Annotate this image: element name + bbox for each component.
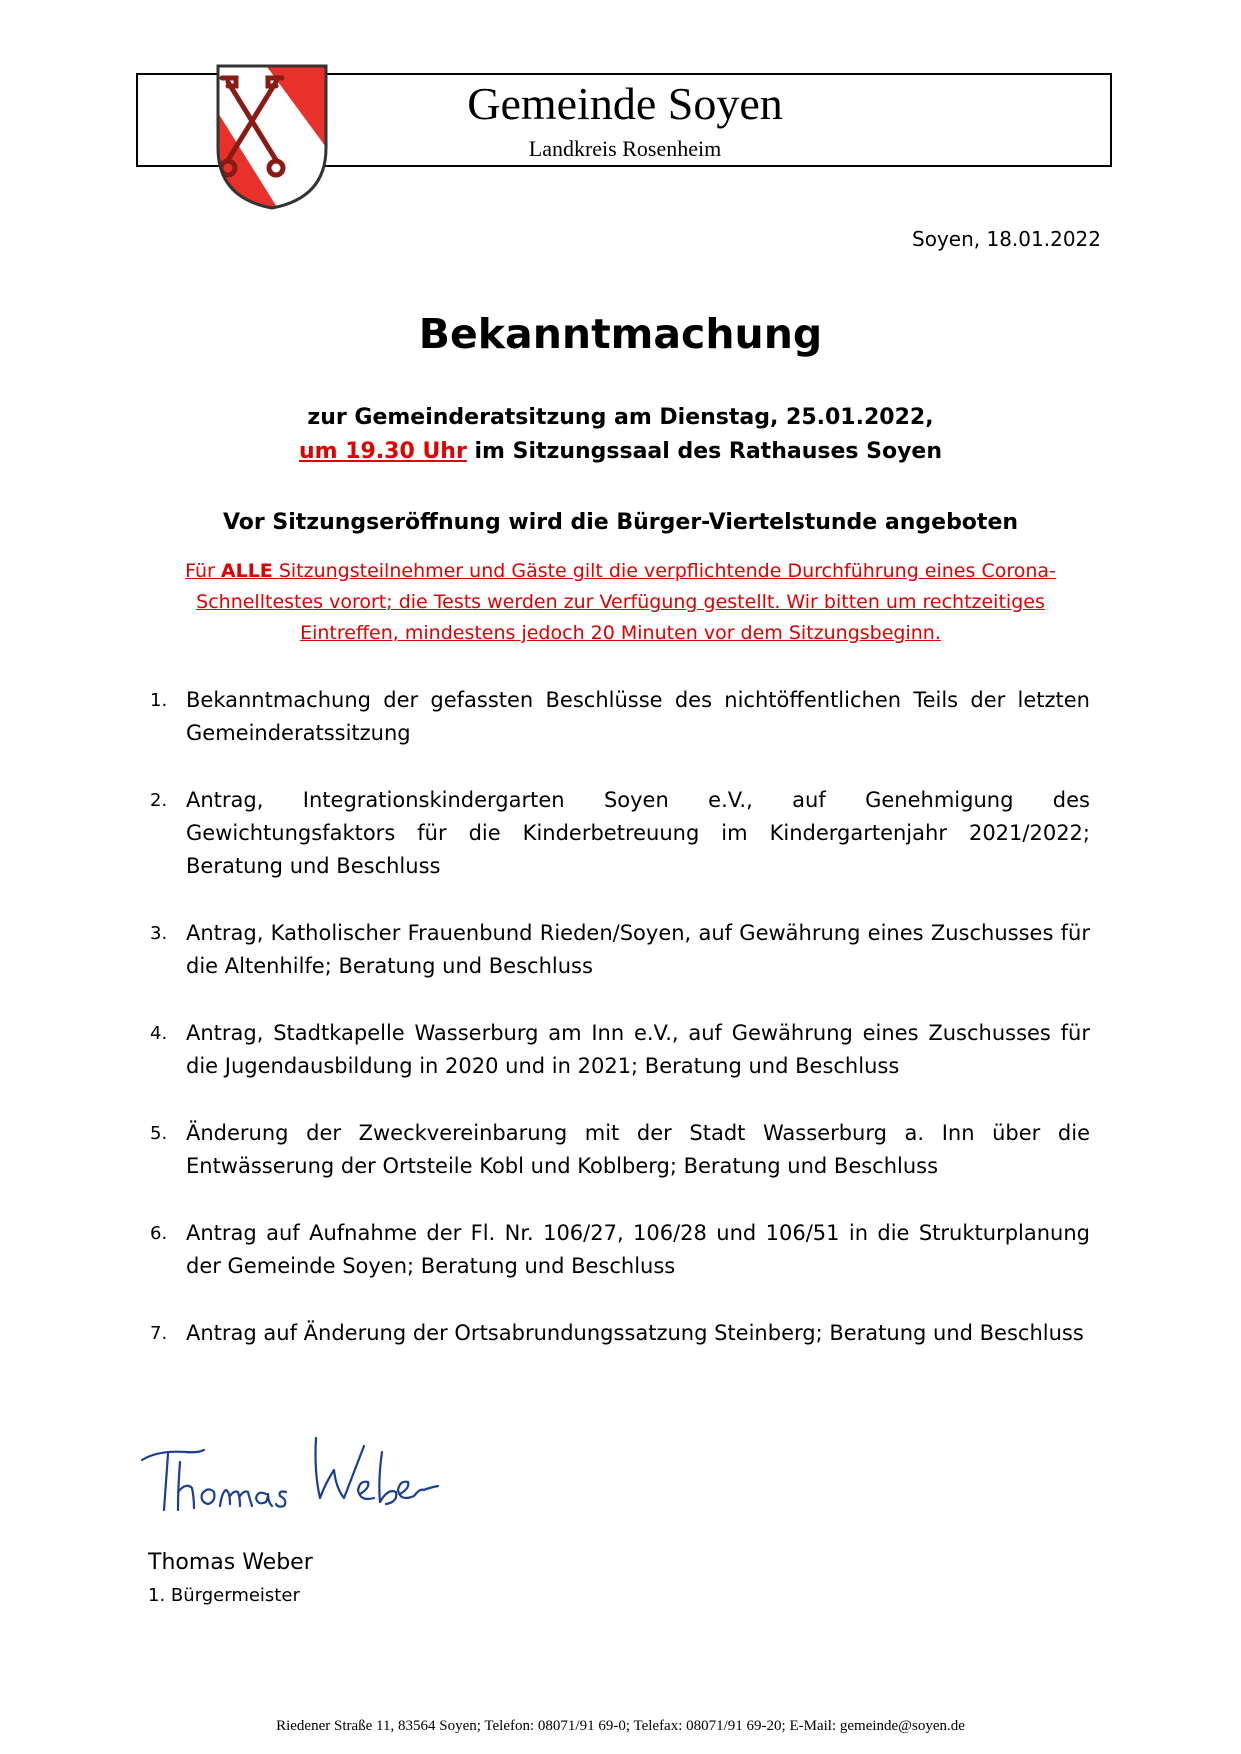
handwritten-signature — [138, 1432, 478, 1522]
meeting-line: zur Gemeinderatsitzung am Dienstag, 25.01.2022, — [307, 405, 934, 430]
notice-line-1: Sitzungsteilnehmer und Gäste gilt die verpflichtende Durchführung eines Corona- — [272, 560, 1056, 582]
agenda-item — [150, 684, 1090, 750]
agenda-item-text: Antrag auf Änderung der Ortsabrundungssatzung Steinberg; Beratung und Beschluss — [186, 1321, 1084, 1345]
org-subtitle: Landkreis Rosenheim — [528, 136, 722, 161]
signer-role: 1. Bürgermeister — [148, 1585, 300, 1606]
agenda-item-text: Antrag, Stadtkapelle Wasserburg am Inn e.V., auf Gewährung eines Zuschusses für die Jugendausbildung in 2020 und in 2021; Beratung und Beschluss — [186, 1021, 1090, 1078]
footer-contact: Riedener Straße 11, 83564 Soyen; Telefon: 08071/91 69-0; Telefax: 08071/91 69-20; E-Mail: gemeinde@soyen.de — [276, 1718, 965, 1734]
agenda-item — [150, 784, 1090, 883]
agenda-item-text: Änderung der Zweckvereinbarung mit der Stadt Wasserburg a. Inn über die Entwässerung der Ortsteile Kobl und Koblberg; Beratung und Beschluss — [186, 1121, 1090, 1178]
agenda-item-number: 6. — [150, 1223, 168, 1244]
agenda-item-number: 1. — [150, 690, 168, 711]
document-title: Bekanntmachung — [418, 310, 823, 358]
coat-of-arms-icon — [210, 60, 334, 212]
notice-line-3: Eintreffen, mindestens jedoch 20 Minuten vor dem Sitzungsbeginn. — [300, 622, 941, 644]
covid-test-notice — [150, 556, 1091, 649]
agenda-list — [150, 684, 1090, 1384]
meeting-time: um 19.30 Uhr — [298, 439, 467, 464]
agenda-item-number: 7. — [150, 1323, 168, 1344]
agenda-item — [150, 1217, 1090, 1283]
org-name: Gemeinde Soyen — [467, 78, 783, 129]
agenda-item — [150, 1017, 1090, 1083]
agenda-item — [150, 917, 1090, 983]
agenda-item — [150, 1317, 1090, 1350]
agenda-item — [150, 1117, 1090, 1183]
agenda-item-number: 4. — [150, 1023, 168, 1044]
meeting-time-line — [0, 437, 1241, 467]
agenda-item-text: Bekanntmachung der gefassten Beschlüsse des nichtöffentlichen Teils der letzten Gemeinderatssitzung — [186, 688, 1090, 745]
agenda-item-text: Antrag auf Aufnahme der Fl. Nr. 106/27, 106/28 und 106/51 in die Strukturplanung der Gemeinde Soyen; Beratung und Beschluss — [186, 1221, 1090, 1278]
agenda-item-number: 5. — [150, 1123, 168, 1144]
document-date: Soyen, 18.01.2022 — [912, 227, 1101, 251]
notice-prefix: Für — [185, 560, 221, 582]
notice-line-2: Schnelltestes vorort; die Tests werden zur Verfügung gestellt. Wir bitten um rechtzeitiges — [196, 591, 1045, 613]
agenda-item-text: Antrag, Integrationskindergarten Soyen e.V., auf Genehmigung des Gewichtungsfaktors für die Kinderbetreuung im Kindergartenjahr 2021/2022; Beratung und Beschluss — [186, 788, 1090, 878]
meeting-location: im Sitzungssaal des Rathauses Soyen — [466, 439, 943, 464]
agenda-item-number: 3. — [150, 923, 168, 944]
agenda-item-number: 2. — [150, 790, 168, 811]
notice-emphasis: ALLE — [220, 560, 273, 582]
signer-name: Thomas Weber — [148, 1550, 313, 1575]
agenda-item-text: Antrag, Katholischer Frauenbund Rieden/Soyen, auf Gewährung eines Zuschusses für die Altenhilfe; Beratung und Beschluss — [186, 921, 1090, 978]
citizen-quarter-hour-note: Vor Sitzungseröffnung wird die Bürger-Viertelstunde angeboten — [222, 510, 1019, 535]
